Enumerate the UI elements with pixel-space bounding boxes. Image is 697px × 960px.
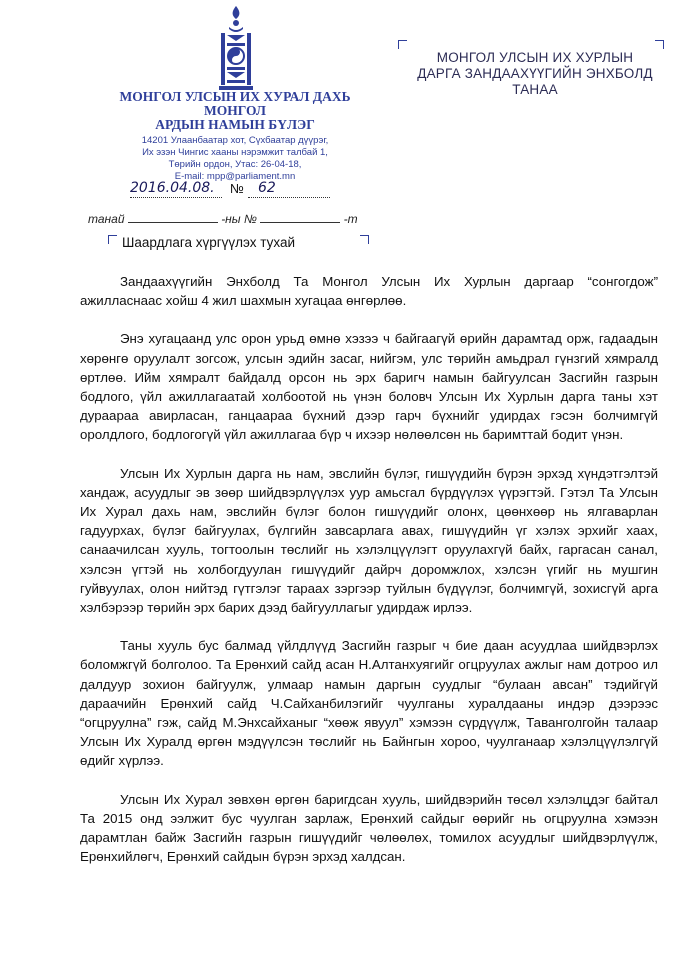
ref-suffix: -т bbox=[343, 212, 358, 226]
org-name-line: АРДЫН НАМЫН БҮЛЭГ bbox=[155, 117, 315, 132]
address-line: E-mail: mpp@parliament.mn bbox=[174, 171, 296, 182]
address-line: Төрийн ордон, Утас: 26-04-18, bbox=[168, 159, 302, 170]
org-name-line: МОНГОЛ УЛСЫН ИХ ХУРАЛ ДАХЬ bbox=[119, 89, 351, 104]
body-paragraph: Улсын Их Хурлын дарга нь нам, эвслийн бүлэг, гишүүдийн бүрэн эрхэд хүндэтгэлтэй хандаж, асуудлыг эв зөөр шийдвэрлүүлэх уур амьсгал бүрдүүлэх үүрэгтэй. Гэтэл Та Улсын Их Хурал дахь нам, эвслийн бүлэг болон гишүүдийг олонх, цөөнхөөр нь ялгаварлан гадуурхах, бүлэг байгуулах, бүлгийн завсарлага авах, гишүүдийн үг хэлэх эрхийг хаах, санаачилсан хууль, тогтоолын төслийг нь хэлэлцүүлэгт оруулахгүй байх, гаргасан санал, хэлсэн үгтэй нь холбогдуулан гишүүдийг дайрч доромжлох, хэлсэн үгийг нь мушгин гуйвуулах, олон нийтэд гүтгэлэг тараах зэргээр туйлын бүдүүлэг, болчимгүй, зохисгүй арга хэлбэрээр төрийн эрх барих дээд байгууллагыг удирдаж ирлээ. bbox=[80, 465, 658, 616]
ref-mid: -ны № bbox=[221, 212, 257, 226]
ref-prefix: танай bbox=[88, 212, 125, 226]
body-paragraph: Зандаахүүгийн Энхболд Та Монгол Улсын Их Хурлын даргаар “сонгогдож” ажилласнаас хойш 4 жил шахмын хугацаа өнгөрлөө. bbox=[80, 274, 658, 309]
org-name-line: МОНГОЛ bbox=[204, 103, 266, 118]
date-number-line bbox=[130, 180, 390, 202]
subject-corner-top-right bbox=[360, 235, 369, 244]
date-underline bbox=[130, 197, 222, 198]
organization-name bbox=[110, 90, 360, 132]
soyombo-emblem-icon bbox=[218, 6, 254, 92]
address-line: 14201 Улаанбаатар хот, Сүхбаатар дүүрэг, bbox=[141, 135, 329, 146]
recipient-line: ТАНАА bbox=[512, 82, 558, 97]
number-label: № bbox=[230, 181, 244, 196]
recipient-line: ДАРГА ЗАНДААХҮҮГИЙН ЭНХБОЛД bbox=[417, 66, 653, 81]
subject-corner-top-left bbox=[108, 235, 117, 244]
letter-body bbox=[80, 272, 658, 885]
address-line: Их эзэн Чингис хааны нэрэмжит талбай 1, bbox=[142, 147, 328, 158]
recipient-block bbox=[400, 50, 670, 98]
recipient-corner-top-left bbox=[398, 40, 407, 49]
subject-line: Шаардлага хүргүүлэх тухай bbox=[122, 235, 296, 250]
reference-line bbox=[88, 210, 388, 228]
recipient-corner-top-right bbox=[655, 40, 664, 49]
ref-number-blank bbox=[260, 210, 340, 223]
handwritten-date: 2016.04.08. bbox=[130, 180, 215, 196]
handwritten-number: 62 bbox=[258, 180, 276, 196]
body-paragraph: Энэ хугацаанд улс орон урьд өмнө хэзээ ч байгаагүй өрийн дарамтад орж, гадаадын хөрөнгө оруулалт зогсож, улсын эдийн засаг, нийгэм, улс төрийн амьдрал гүнзгий хямралд өртлөө. Ийм хямралт байдалд орсон нь эрх баригч намын байгуулсан Засгийн газрын бодлого, үйл ажиллагаатай холбоотой нь үнэн боловч Улсын Их Хурлын дарга таны хэт дураараа авирласан, ганцаараа бүхний дээр гарч бүхнийг удирдах гэсэн болчимгүй оролдлого, бодлогогүй үйл ажиллагаа бүр ч ихээр нөлөөлсөн нь баримттай бодит үнэн. bbox=[80, 331, 658, 443]
number-underline bbox=[248, 197, 330, 198]
organization-address bbox=[110, 135, 360, 183]
recipient-line: МОНГОЛ УЛСЫН ИХ ХУРЛЫН bbox=[436, 50, 634, 65]
ref-date-blank bbox=[128, 210, 218, 223]
body-paragraph: Улсын Их Хурал зөвхөн өргөн баригдсан хууль, шийдвэрийн төсөл хэлэлцдэг байтал Та 2015 онд ээлжит бус чуулган зарлаж, Ерөнхий сайдыг өөрийг нь огцруулна хэмээн дарамтлан байж Засгийн газрын гишүүдийг чөлөөлөх, томилох асуудлыг шийдвэрлүүлж, Ерөнхийлөгч, Ерөнхий сайдын бүрэн эрхэд халдсан. bbox=[80, 791, 658, 865]
body-paragraph: Таны хууль бус балмад үйлдлүүд Засгийн газрыг ч бие даан асуудлаа шийдвэрлэх боломжгүй болголоо. Та Ерөнхий сайд асан Н.Алтанхуягийг огцруулах ажлыг нам дотроо ил далдуур зохион байгуулж, улмаар намын даргын суудлыг “булаан авсан” тэдийгүй дараачийн Ерөнхий сайд Ч.Сайханбилэгийг чуулганы хуралдааны индэр дээрээс “огцруулна” гэж, сайд М.Энхсайханыг “хөөж явуул” хэмээн сүрдүүлж, Таванголгойн талаар Улсын Их Хуралд өргөн мэдүүлсэн төслийг нь Байнгын хороо, чуулганаар хэлэлцүүлэлгүй өдийг хүрлээ. bbox=[80, 638, 658, 769]
